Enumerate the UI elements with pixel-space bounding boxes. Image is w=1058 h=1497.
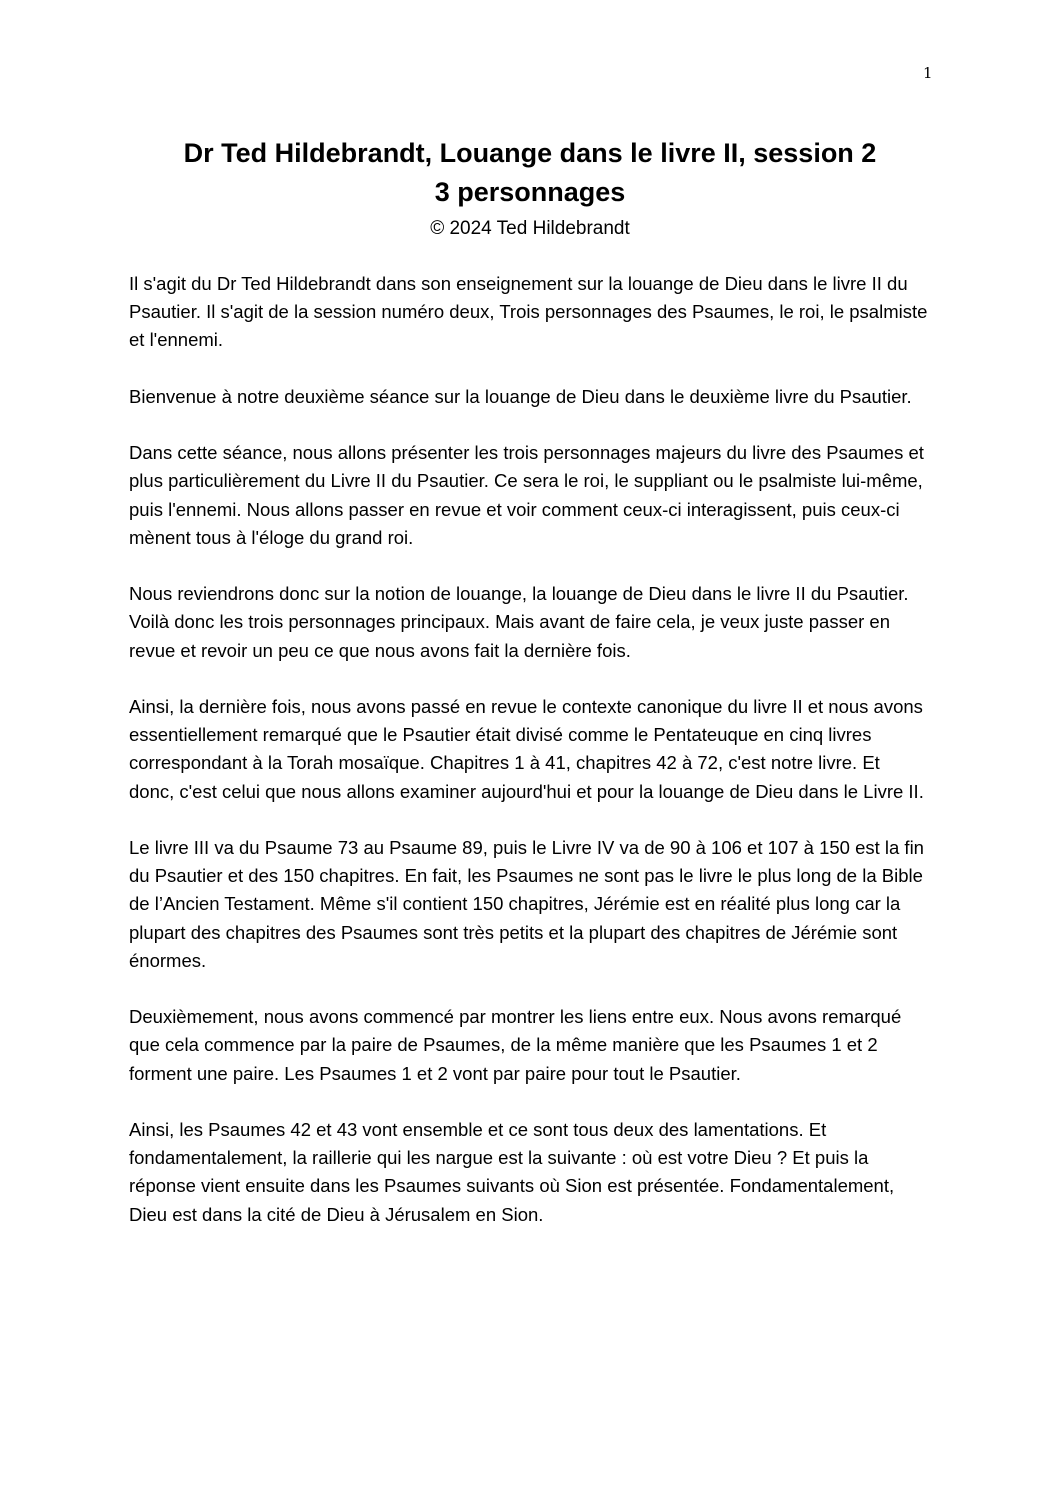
page-number: 1 bbox=[923, 64, 933, 82]
paragraph-intro: Il s'agit du Dr Ted Hildebrandt dans son enseignement sur la louange de Dieu dans le livre II du Psautier. Il s'agit de la session numéro deux, Trois personnages des Psaumes, le roi, le psalmiste et l'ennemi. bbox=[129, 273, 928, 351]
paragraph-book-divisions: Le livre III va du Psaume 73 au Psaume 89, puis le Livre IV va de 90 à 106 et 107 à 150 est la fin du Psautier et des 150 chapitres. En fait, les Psaumes ne sont pas le livre le plus long de la Bible de l’Ancien Testament. Même s'il contient 150 chapitres, Jérémie est en réalité plus long car la plupart des chapitres des Psaumes sont très petits et la plupart des chapitres de Jérémie sont énormes. bbox=[129, 836, 924, 971]
paragraph-welcome: Bienvenue à notre deuxième séance sur la louange de Dieu dans le deuxième livre du Psautier. bbox=[129, 385, 912, 407]
paragraph-review-intro: Nous reviendrons donc sur la notion de louange, la louange de Dieu dans le livre II du Psautier. Voilà donc les trois personnages principaux. Mais avant de faire cela, je veux juste passer en revue et revoir un peu ce que nous avons fait la dernière fois. bbox=[129, 583, 909, 661]
paragraph-session-overview: Dans cette séance, nous allons présenter les trois personnages majeurs du livre des Psaumes et plus particulièrement du Livre II du Psautier. Ce sera le roi, le suppliant ou le psalmiste lui-même, puis l'ennemi. Nous allons passer en revue et voir comment ceux-ci interagissent, puis ceux-ci mènent tous à l'éloge du grand roi. bbox=[129, 442, 924, 548]
copyright-notice: © 2024 Ted Hildebrandt bbox=[430, 218, 630, 239]
document-title: Dr Ted Hildebrandt, Louange dans le livre II, session 2 bbox=[183, 138, 877, 168]
paragraph-psalm-pairs: Deuxièmement, nous avons commencé par montrer les liens entre eux. Nous avons remarqué que cela commence par la paire de Psaumes, de la même manière que les Psaumes 1 et 2 forment une paire. Les Psaumes 1 et 2 vont par paire pour tout le Psautier. bbox=[129, 1006, 902, 1084]
document-body bbox=[129, 270, 929, 1257]
paragraph-psalms-42-43: Ainsi, les Psaumes 42 et 43 vont ensemble et ce sont tous deux des lamentations. Et fondamentalement, la raillerie qui les nargue est la suivante : où est votre Dieu ? Et puis la réponse vient ensuite dans les Psaumes suivants où Sion est présentée. Fondamentalement, Dieu est dans la cité de Dieu à Jérusalem en Sion. bbox=[129, 1118, 895, 1225]
document-header bbox=[80, 134, 980, 243]
paragraph-canonical-context: Ainsi, la dernière fois, nous avons passé en revue le contexte canonique du livre II et nous avons essentiellement remarqué que le Psautier était divisé comme le Pentateuque en cinq livres correspondant à la Torah mosaïque. Chapitres 1 à 41, chapitres 42 à 72, c'est notre livre. Et donc, c'est celui que nous allons examiner aujourd'hui et pour la louange de Dieu dans le Livre II. bbox=[129, 695, 924, 802]
document-subtitle: 3 personnages bbox=[434, 177, 626, 207]
